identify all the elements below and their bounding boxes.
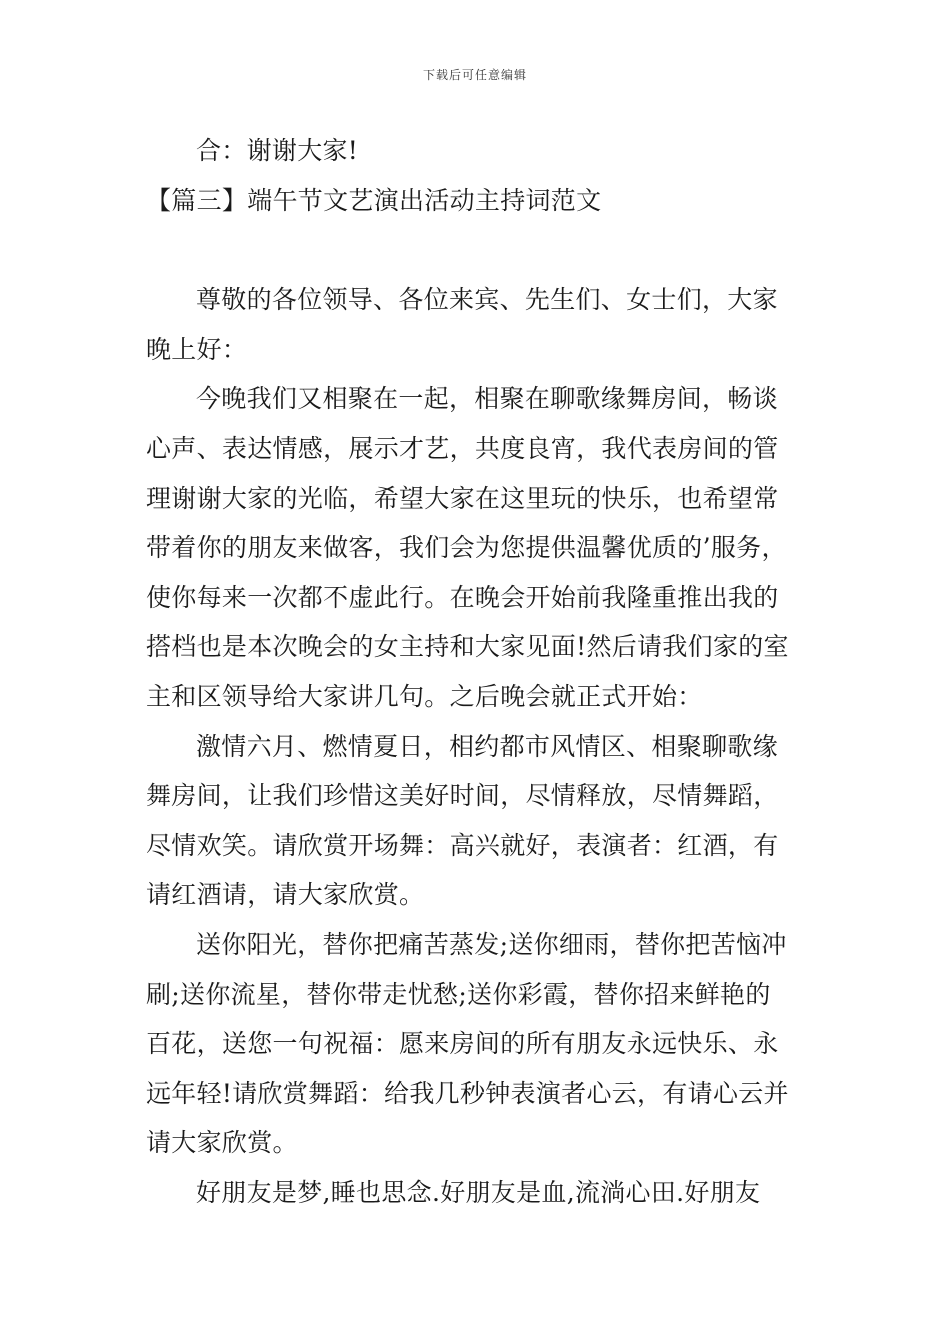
paragraph-line: 搭档也是本次晚会的女主持和大家见面!然后请我们家的室 [146, 632, 789, 662]
paragraph-line: 理谢谢大家的光临，希望大家在这里玩的快乐，也希望常 [146, 483, 779, 513]
paragraph-welcome [146, 374, 810, 721]
paragraph-line: 激情六月、燃情夏日，相约都市风情区、相聚聊歌缘 [196, 731, 778, 761]
paragraph-line: 主和区领导给大家讲几句。之后晚会就正式开始： [146, 681, 703, 711]
section-title: 【篇三】端午节文艺演出活动主持词范文 [146, 185, 602, 215]
blank-line [146, 225, 810, 275]
paragraph-line: 远年轻!请欣赏舞蹈：给我几秒钟表演者心云，有请心云并 [146, 1078, 789, 1108]
paragraph-line: 请红酒请，请大家欣赏。 [146, 880, 425, 910]
paragraph-line: 心声、表达情感，展示才艺，共度良宵，我代表房间的管 [146, 433, 779, 463]
paragraph-line: 百花，送您一句祝福：愿来房间的所有朋友永远快乐、永 [146, 1029, 779, 1059]
paragraph-line: 今晚我们又相聚在一起，相聚在聊歌缘舞房间，畅谈 [196, 384, 778, 414]
paragraph-line: 送你阳光，替你把痛苦蒸发;送你细雨，替你把苦恼冲 [196, 929, 787, 959]
paragraph-opening-dance [146, 722, 810, 920]
paragraph-line: 带着你的朋友来做客，我们会为您提供温馨优质的’服务， [146, 533, 787, 563]
paragraph-line: 尊敬的各位领导、各位来宾、先生们、女士们，大家 [196, 285, 778, 315]
paragraph-friendship [146, 1168, 810, 1218]
closing-line: 合：谢谢大家! [196, 136, 359, 165]
paragraph-line: 尽情欢笑。请欣赏开场舞：高兴就好，表演者：红酒，有 [146, 830, 779, 860]
document-body [146, 126, 810, 1217]
paragraph-line: 请大家欣赏。 [146, 1128, 298, 1158]
paragraph-line: 刷;送你流星，替你带走忧愁;送你彩霞，替你招来鲜艳的 [146, 979, 771, 1009]
paragraph-line: 好朋友是梦,睡也思念.好朋友是血,流淌心田.好朋友 [196, 1177, 761, 1207]
paragraph-line: 使你每来一次都不虚此行。在晚会开始前我隆重推出我的 [146, 582, 779, 612]
paragraph-blessing [146, 920, 810, 1168]
paragraph-line: 晚上好： [146, 334, 248, 364]
paragraph-line: 舞房间，让我们珍惜这美好时间，尽情释放，尽情舞蹈， [146, 781, 779, 811]
paragraph-greeting [146, 275, 810, 374]
page-header: 下载后可任意编辑 [422, 68, 527, 82]
